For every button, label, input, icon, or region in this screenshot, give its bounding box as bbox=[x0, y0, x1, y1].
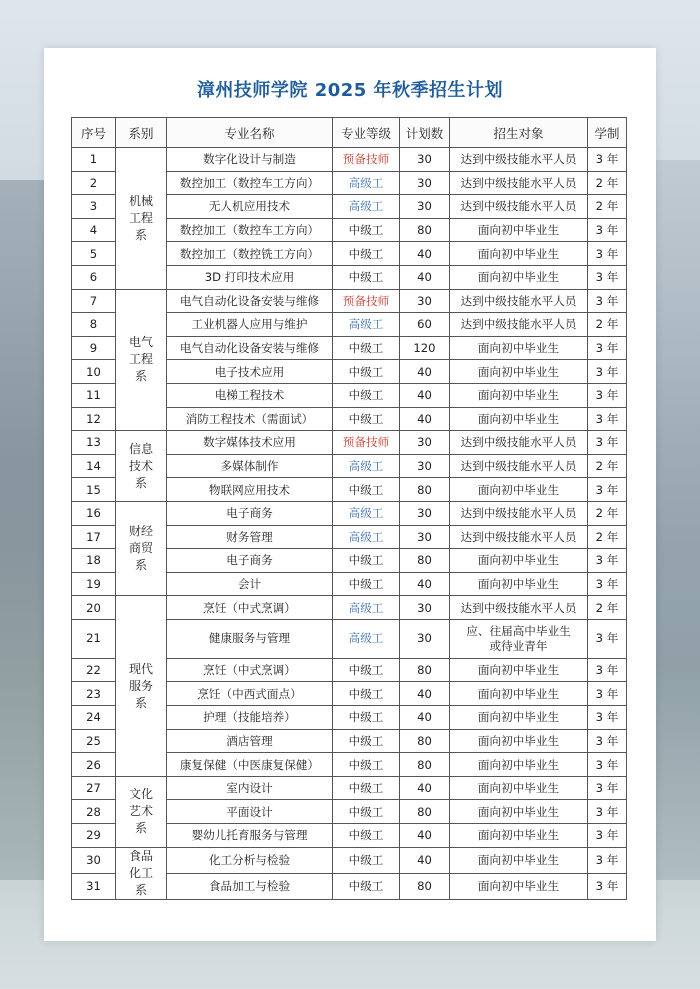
row-major: 食品加工与检验 bbox=[167, 873, 333, 899]
row-plan: 30 bbox=[400, 454, 450, 478]
row-target: 面向初中毕业生 bbox=[450, 478, 588, 502]
row-plan: 40 bbox=[400, 407, 450, 431]
row-target: 面向初中毕业生 bbox=[450, 336, 588, 360]
row-duration: 2 年 bbox=[588, 195, 627, 219]
dept-name-line: 系 bbox=[134, 475, 147, 490]
row-no: 5 bbox=[72, 242, 116, 266]
row-major: 无人机应用技术 bbox=[167, 195, 333, 219]
row-plan: 40 bbox=[400, 682, 450, 706]
dept-name-line: 信息 bbox=[128, 441, 153, 456]
row-no: 20 bbox=[72, 596, 116, 620]
row-major: 化工分析与检验 bbox=[167, 847, 333, 873]
row-major: 酒店管理 bbox=[167, 729, 333, 753]
dept-cell bbox=[116, 431, 167, 502]
row-plan: 30 bbox=[400, 619, 450, 658]
row-duration: 3 年 bbox=[588, 478, 627, 502]
row-level: 中级工 bbox=[333, 658, 400, 682]
row-plan: 40 bbox=[400, 847, 450, 873]
row-duration: 2 年 bbox=[588, 454, 627, 478]
dept-name-line: 系 bbox=[134, 558, 147, 573]
row-no: 25 bbox=[72, 729, 116, 753]
row-duration: 3 年 bbox=[588, 549, 627, 573]
row-plan: 30 bbox=[400, 195, 450, 219]
row-duration: 3 年 bbox=[588, 658, 627, 682]
table-body bbox=[72, 148, 627, 900]
dept-name-line: 系 bbox=[134, 882, 147, 897]
header-major: 专业名称 bbox=[167, 118, 333, 148]
row-duration: 2 年 bbox=[588, 313, 627, 337]
row-target: 达到中级技能水平人员 bbox=[450, 313, 588, 337]
row-no: 28 bbox=[72, 800, 116, 824]
row-level: 中级工 bbox=[333, 383, 400, 407]
row-level: 中级工 bbox=[333, 873, 400, 899]
row-no: 17 bbox=[72, 525, 116, 549]
row-plan: 80 bbox=[400, 873, 450, 899]
row-level: 预备技师 bbox=[333, 289, 400, 313]
row-target: 面向初中毕业生 bbox=[450, 776, 588, 800]
dept-name-line: 服务 bbox=[128, 678, 153, 693]
row-level: 中级工 bbox=[333, 407, 400, 431]
row-target: 达到中级技能水平人员 bbox=[450, 501, 588, 525]
row-duration: 2 年 bbox=[588, 596, 627, 620]
dept-name-line: 艺术 bbox=[128, 804, 153, 819]
row-major: 护理（技能培养） bbox=[167, 706, 333, 730]
row-target: 面向初中毕业生 bbox=[450, 800, 588, 824]
row-target: 达到中级技能水平人员 bbox=[450, 289, 588, 313]
row-duration: 2 年 bbox=[588, 525, 627, 549]
dept-name-line: 电气 bbox=[128, 335, 153, 350]
row-duration: 3 年 bbox=[588, 753, 627, 777]
row-no: 2 bbox=[72, 171, 116, 195]
row-target: 面向初中毕业生 bbox=[450, 824, 588, 848]
row-level: 高级工 bbox=[333, 619, 400, 658]
row-target: 达到中级技能水平人员 bbox=[450, 525, 588, 549]
row-level: 中级工 bbox=[333, 753, 400, 777]
dept-cell bbox=[116, 847, 167, 899]
row-no: 21 bbox=[72, 619, 116, 658]
row-level: 高级工 bbox=[333, 501, 400, 525]
table-row bbox=[72, 501, 627, 525]
row-major: 烹饪（中式烹调） bbox=[167, 596, 333, 620]
row-major: 电子技术应用 bbox=[167, 360, 333, 384]
row-duration: 3 年 bbox=[588, 873, 627, 899]
row-major: 数控加工（数控车工方向） bbox=[167, 171, 333, 195]
row-level: 高级工 bbox=[333, 171, 400, 195]
row-target: 达到中级技能水平人员 bbox=[450, 171, 588, 195]
row-duration: 3 年 bbox=[588, 706, 627, 730]
row-no: 15 bbox=[72, 478, 116, 502]
row-no: 16 bbox=[72, 501, 116, 525]
row-plan: 30 bbox=[400, 289, 450, 313]
row-level: 高级工 bbox=[333, 195, 400, 219]
dept-name-line: 系 bbox=[134, 227, 147, 242]
row-plan: 80 bbox=[400, 729, 450, 753]
row-level: 高级工 bbox=[333, 525, 400, 549]
row-level: 预备技师 bbox=[333, 431, 400, 455]
row-no: 4 bbox=[72, 218, 116, 242]
row-duration: 3 年 bbox=[588, 572, 627, 596]
row-major: 康复保健（中医康复保健） bbox=[167, 753, 333, 777]
dept-cell bbox=[116, 148, 167, 290]
row-major: 室内设计 bbox=[167, 776, 333, 800]
row-level: 中级工 bbox=[333, 336, 400, 360]
row-plan: 40 bbox=[400, 572, 450, 596]
row-level: 中级工 bbox=[333, 242, 400, 266]
row-duration: 3 年 bbox=[588, 242, 627, 266]
row-duration: 3 年 bbox=[588, 847, 627, 873]
row-no: 19 bbox=[72, 572, 116, 596]
row-plan: 40 bbox=[400, 706, 450, 730]
row-major: 电子商务 bbox=[167, 549, 333, 573]
row-no: 12 bbox=[72, 407, 116, 431]
row-no: 24 bbox=[72, 706, 116, 730]
header-level: 专业等级 bbox=[333, 118, 400, 148]
dept-cell bbox=[116, 289, 167, 431]
row-plan: 40 bbox=[400, 824, 450, 848]
row-duration: 3 年 bbox=[588, 800, 627, 824]
row-no: 13 bbox=[72, 431, 116, 455]
row-plan: 120 bbox=[400, 336, 450, 360]
row-major: 烹饪（中式烹调） bbox=[167, 658, 333, 682]
dept-name-line: 机械 bbox=[128, 193, 153, 208]
row-level: 中级工 bbox=[333, 549, 400, 573]
row-duration: 2 年 bbox=[588, 171, 627, 195]
dept-name-line: 工程 bbox=[128, 210, 153, 225]
row-major: 健康服务与管理 bbox=[167, 619, 333, 658]
row-major: 电气自动化设备安装与维修 bbox=[167, 336, 333, 360]
row-plan: 40 bbox=[400, 776, 450, 800]
enrollment-table bbox=[71, 117, 627, 900]
row-duration: 3 年 bbox=[588, 383, 627, 407]
document-page bbox=[44, 48, 656, 941]
row-no: 14 bbox=[72, 454, 116, 478]
row-duration: 3 年 bbox=[588, 148, 627, 172]
row-no: 18 bbox=[72, 549, 116, 573]
row-level: 中级工 bbox=[333, 572, 400, 596]
row-level: 中级工 bbox=[333, 729, 400, 753]
table-row bbox=[72, 847, 627, 873]
row-no: 1 bbox=[72, 148, 116, 172]
row-target: 面向初中毕业生 bbox=[450, 242, 588, 266]
header-dept: 系别 bbox=[116, 118, 167, 148]
row-major: 电梯工程技术 bbox=[167, 383, 333, 407]
row-major: 物联网应用技术 bbox=[167, 478, 333, 502]
row-major: 数字媒体技术应用 bbox=[167, 431, 333, 455]
target-line: 应、往届高中毕业生 bbox=[466, 623, 571, 638]
row-target: 面向初中毕业生 bbox=[450, 706, 588, 730]
row-level: 中级工 bbox=[333, 682, 400, 706]
row-duration: 3 年 bbox=[588, 218, 627, 242]
table-row bbox=[72, 148, 627, 172]
row-target: 面向初中毕业生 bbox=[450, 572, 588, 596]
row-target: 面向初中毕业生 bbox=[450, 847, 588, 873]
dept-name-line: 财经 bbox=[128, 524, 153, 539]
row-duration: 3 年 bbox=[588, 407, 627, 431]
table-row bbox=[72, 776, 627, 800]
row-level: 中级工 bbox=[333, 218, 400, 242]
dept-name-line: 文化 bbox=[128, 787, 153, 802]
row-no: 6 bbox=[72, 265, 116, 289]
row-duration: 3 年 bbox=[588, 265, 627, 289]
row-plan: 80 bbox=[400, 753, 450, 777]
row-major: 消防工程技术（需面试） bbox=[167, 407, 333, 431]
row-target: 面向初中毕业生 bbox=[450, 360, 588, 384]
background-building-right bbox=[650, 160, 700, 880]
row-plan: 40 bbox=[400, 383, 450, 407]
header-no: 序号 bbox=[72, 118, 116, 148]
row-plan: 30 bbox=[400, 501, 450, 525]
row-level: 中级工 bbox=[333, 265, 400, 289]
row-major: 财务管理 bbox=[167, 525, 333, 549]
row-level: 高级工 bbox=[333, 596, 400, 620]
row-no: 10 bbox=[72, 360, 116, 384]
row-no: 31 bbox=[72, 873, 116, 899]
row-target: 面向初中毕业生 bbox=[450, 549, 588, 573]
row-no: 8 bbox=[72, 313, 116, 337]
row-duration: 3 年 bbox=[588, 824, 627, 848]
dept-cell bbox=[116, 596, 167, 777]
row-duration: 3 年 bbox=[588, 360, 627, 384]
row-duration: 3 年 bbox=[588, 289, 627, 313]
row-no: 27 bbox=[72, 776, 116, 800]
row-no: 22 bbox=[72, 658, 116, 682]
row-major: 工业机器人应用与维护 bbox=[167, 313, 333, 337]
row-plan: 30 bbox=[400, 431, 450, 455]
row-plan: 80 bbox=[400, 478, 450, 502]
row-target: 面向初中毕业生 bbox=[450, 383, 588, 407]
row-target: 达到中级技能水平人员 bbox=[450, 454, 588, 478]
row-duration: 3 年 bbox=[588, 619, 627, 658]
row-plan: 80 bbox=[400, 549, 450, 573]
table-row bbox=[72, 431, 627, 455]
row-major: 多媒体制作 bbox=[167, 454, 333, 478]
row-plan: 30 bbox=[400, 525, 450, 549]
table-row bbox=[72, 289, 627, 313]
row-plan: 40 bbox=[400, 265, 450, 289]
row-target: 面向初中毕业生 bbox=[450, 753, 588, 777]
row-level: 中级工 bbox=[333, 776, 400, 800]
dept-name-line: 技术 bbox=[128, 458, 153, 473]
row-duration: 3 年 bbox=[588, 682, 627, 706]
row-major: 电气自动化设备安装与维修 bbox=[167, 289, 333, 313]
row-plan: 80 bbox=[400, 800, 450, 824]
header-duration: 学制 bbox=[588, 118, 627, 148]
row-target: 面向初中毕业生 bbox=[450, 682, 588, 706]
row-major: 会计 bbox=[167, 572, 333, 596]
row-target: 达到中级技能水平人员 bbox=[450, 431, 588, 455]
row-level: 中级工 bbox=[333, 824, 400, 848]
row-major: 数控加工（数控铣工方向） bbox=[167, 242, 333, 266]
row-plan: 80 bbox=[400, 658, 450, 682]
row-plan: 30 bbox=[400, 148, 450, 172]
row-plan: 30 bbox=[400, 171, 450, 195]
row-plan: 30 bbox=[400, 596, 450, 620]
header-target: 招生对象 bbox=[450, 118, 588, 148]
row-major: 3D 打印技术应用 bbox=[167, 265, 333, 289]
row-no: 30 bbox=[72, 847, 116, 873]
row-no: 29 bbox=[72, 824, 116, 848]
row-no: 26 bbox=[72, 753, 116, 777]
row-plan: 60 bbox=[400, 313, 450, 337]
row-duration: 3 年 bbox=[588, 336, 627, 360]
dept-cell bbox=[116, 501, 167, 595]
row-major: 平面设计 bbox=[167, 800, 333, 824]
row-no: 3 bbox=[72, 195, 116, 219]
row-plan: 40 bbox=[400, 360, 450, 384]
row-target: 面向初中毕业生 bbox=[450, 729, 588, 753]
row-level: 高级工 bbox=[333, 454, 400, 478]
row-major: 烹饪（中西式面点） bbox=[167, 682, 333, 706]
row-duration: 3 年 bbox=[588, 729, 627, 753]
row-level: 高级工 bbox=[333, 313, 400, 337]
row-no: 7 bbox=[72, 289, 116, 313]
row-target bbox=[450, 619, 588, 658]
row-target: 面向初中毕业生 bbox=[450, 658, 588, 682]
row-major: 数字化设计与制造 bbox=[167, 148, 333, 172]
dept-name-line: 系 bbox=[134, 695, 147, 710]
row-target: 面向初中毕业生 bbox=[450, 407, 588, 431]
row-target: 达到中级技能水平人员 bbox=[450, 596, 588, 620]
row-level: 中级工 bbox=[333, 706, 400, 730]
dept-name-line: 化工 bbox=[128, 865, 153, 880]
row-no: 23 bbox=[72, 682, 116, 706]
header-plan: 计划数 bbox=[400, 118, 450, 148]
row-level: 中级工 bbox=[333, 360, 400, 384]
row-level: 中级工 bbox=[333, 478, 400, 502]
row-plan: 40 bbox=[400, 242, 450, 266]
row-level: 中级工 bbox=[333, 800, 400, 824]
table-header-row bbox=[72, 118, 627, 148]
row-plan: 80 bbox=[400, 218, 450, 242]
row-no: 11 bbox=[72, 383, 116, 407]
dept-name-line: 食品 bbox=[128, 848, 153, 863]
table-row bbox=[72, 596, 627, 620]
row-duration: 3 年 bbox=[588, 776, 627, 800]
dept-name-line: 系 bbox=[134, 369, 147, 384]
row-major: 婴幼儿托育服务与管理 bbox=[167, 824, 333, 848]
row-target: 达到中级技能水平人员 bbox=[450, 195, 588, 219]
row-duration: 3 年 bbox=[588, 431, 627, 455]
page-title: 漳州技师学院 2025 年秋季招生计划 bbox=[196, 80, 504, 101]
dept-name-line: 商贸 bbox=[128, 541, 153, 556]
row-target: 面向初中毕业生 bbox=[450, 218, 588, 242]
dept-cell bbox=[116, 776, 167, 847]
row-target: 达到中级技能水平人员 bbox=[450, 148, 588, 172]
row-major: 电子商务 bbox=[167, 501, 333, 525]
dept-name-line: 现代 bbox=[128, 661, 153, 676]
row-target: 面向初中毕业生 bbox=[450, 265, 588, 289]
row-duration: 2 年 bbox=[588, 501, 627, 525]
row-no: 9 bbox=[72, 336, 116, 360]
row-level: 中级工 bbox=[333, 847, 400, 873]
row-major: 数控加工（数控车工方向） bbox=[167, 218, 333, 242]
row-target: 面向初中毕业生 bbox=[450, 873, 588, 899]
dept-name-line: 系 bbox=[134, 821, 147, 836]
target-line: 或待业青年 bbox=[489, 638, 548, 653]
dept-name-line: 工程 bbox=[128, 352, 153, 367]
row-level: 预备技师 bbox=[333, 148, 400, 172]
